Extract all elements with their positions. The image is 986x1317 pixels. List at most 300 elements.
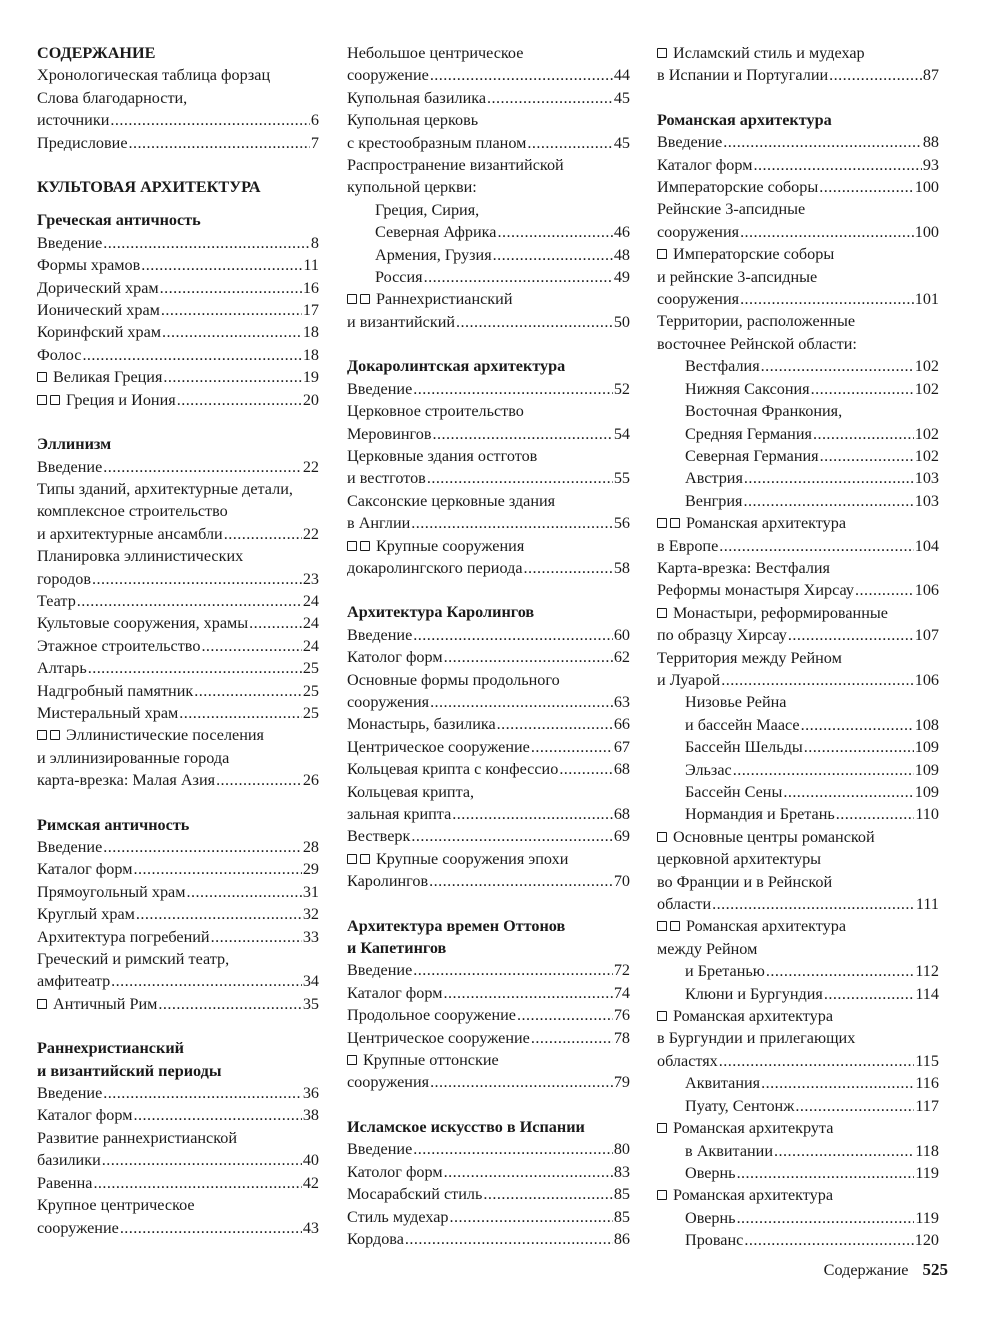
toc-entry[interactable] <box>657 176 939 198</box>
dot-leader <box>141 254 302 276</box>
dot-leader <box>721 669 914 691</box>
toc-page-number: 28 <box>302 838 319 856</box>
toc-entry[interactable] <box>347 959 630 981</box>
toc-entry-title <box>37 456 102 478</box>
toc-line-text: в Бургундии и прилегающих <box>657 1029 856 1048</box>
toc-entry-text: Формы храмов <box>37 256 141 275</box>
toc-entry[interactable] <box>347 244 630 266</box>
section-spacer <box>347 1094 630 1116</box>
dot-leader <box>201 635 301 657</box>
toc-entry[interactable] <box>657 423 939 445</box>
dot-leader <box>405 1228 613 1250</box>
toc-entry[interactable] <box>347 378 630 400</box>
map-symbol-icons <box>37 389 66 411</box>
toc-entry[interactable] <box>37 254 319 276</box>
toc-entry-text: Каталог форм <box>347 983 443 1002</box>
toc-text-line <box>37 1127 319 1149</box>
toc-entry-text: и вестготов <box>347 469 426 488</box>
toc-entry[interactable] <box>37 970 319 992</box>
toc-entry[interactable] <box>657 288 939 310</box>
toc-page-number: 23 <box>302 569 319 588</box>
checkbox-square-icon <box>657 608 667 618</box>
toc-entry-text: сооружения <box>347 1073 430 1092</box>
toc-entry[interactable] <box>347 624 630 646</box>
toc-entry[interactable] <box>37 836 319 858</box>
toc-entry[interactable] <box>37 769 319 791</box>
toc-entry[interactable] <box>347 266 630 288</box>
toc-page-number: 102 <box>914 446 939 465</box>
toc-entry-text: области <box>657 895 712 914</box>
toc-page-number: 114 <box>915 984 939 1003</box>
toc-page-number: 63 <box>613 692 630 711</box>
toc-page-number: 78 <box>613 1028 630 1047</box>
checkbox-square-icon <box>657 249 667 259</box>
toc-page-number: 62 <box>613 648 630 667</box>
toc-entry-title <box>347 1183 482 1205</box>
toc-entry-text: Венгрия <box>685 491 743 510</box>
dot-leader <box>103 1082 302 1104</box>
map-symbol-icons <box>657 826 673 848</box>
toc-text-line <box>657 42 939 64</box>
toc-entry-title <box>685 445 819 467</box>
toc-entry[interactable] <box>37 109 319 131</box>
toc-entry[interactable] <box>347 423 630 445</box>
toc-entry[interactable] <box>657 983 939 1005</box>
toc-entry[interactable] <box>347 1004 630 1026</box>
toc-entry-title <box>685 736 803 758</box>
toc-entry[interactable] <box>347 825 630 847</box>
section-spacer <box>347 893 630 915</box>
toc-entry[interactable] <box>657 154 939 176</box>
dot-leader <box>103 456 302 478</box>
toc-page-number: 17 <box>302 301 319 320</box>
toc-line-text: Церковное строительство <box>347 402 524 421</box>
toc-entry-text: Мосарабский стиль <box>347 1185 483 1204</box>
dot-leader <box>456 311 613 333</box>
toc-entry-title <box>37 1104 132 1126</box>
toc-entry-text: в Англии <box>347 514 411 533</box>
toc-entry-title <box>685 378 810 400</box>
toc-entry-text: Купольная базилика <box>347 88 487 107</box>
checkbox-square-icon <box>347 294 357 304</box>
section-spacer <box>657 87 939 109</box>
toc-entry-text: Круглый храм <box>37 905 135 924</box>
toc-entry[interactable] <box>37 321 319 343</box>
toc-entry[interactable] <box>347 1027 630 1049</box>
toc-line-text: Саксонские церковные здания <box>347 491 556 510</box>
section-heading: Эллинизм <box>37 435 112 454</box>
toc-entry-text: Введение <box>347 379 413 398</box>
toc-entry[interactable] <box>657 759 939 781</box>
toc-page-number: 83 <box>613 1162 630 1181</box>
toc-entry-text: Введение <box>657 133 723 152</box>
toc-page-number: 79 <box>613 1073 630 1092</box>
toc-entry[interactable] <box>347 1138 630 1160</box>
toc-page-number: 101 <box>914 290 939 309</box>
toc-text-line <box>657 647 939 669</box>
toc-entry-title <box>37 389 176 411</box>
toc-entry[interactable] <box>37 277 319 299</box>
toc-entry-title <box>347 646 443 668</box>
checkbox-square-icon <box>670 518 680 528</box>
toc-text-line <box>347 445 630 467</box>
toc-entry-text: карта-врезка: Малая Азия <box>37 771 216 790</box>
toc-line-text: во Франции и в Рейнской <box>657 872 833 891</box>
checkbox-square-icon <box>657 1123 667 1133</box>
toc-entry-title <box>37 590 76 612</box>
toc-entry-text: Бассейн Шельды <box>685 738 803 757</box>
toc-entry-text: Предисловие <box>37 133 128 152</box>
toc-entry[interactable] <box>37 702 319 724</box>
toc-entry[interactable] <box>37 568 319 590</box>
toc-entry[interactable] <box>657 1140 939 1162</box>
toc-entry-text: городов <box>37 569 92 588</box>
dot-leader <box>813 423 914 445</box>
dot-leader <box>102 1149 302 1171</box>
toc-entry[interactable] <box>37 881 319 903</box>
toc-line-text: и эллинизированные города <box>37 748 230 767</box>
toc-entry-title <box>347 713 496 735</box>
toc-entry-title <box>347 1004 516 1026</box>
dot-leader <box>483 1183 612 1205</box>
checkbox-square-icon <box>347 1055 357 1065</box>
map-symbol-icons <box>347 535 376 557</box>
toc-page-number: 86 <box>613 1229 630 1248</box>
toc-entry[interactable] <box>37 1172 319 1194</box>
toc-entry-title <box>347 87 486 109</box>
toc-entry[interactable] <box>657 893 939 915</box>
toc-entry[interactable] <box>37 523 319 545</box>
toc-entry[interactable] <box>347 870 630 892</box>
toc-entry[interactable] <box>347 1228 630 1250</box>
toc-entry-text: Ионический храм <box>37 301 160 320</box>
toc-page-number: 6 <box>310 111 319 130</box>
toc-text-line <box>37 500 319 522</box>
toc-entry[interactable] <box>657 714 939 736</box>
dot-leader <box>111 970 302 992</box>
toc-entry[interactable] <box>347 1161 630 1183</box>
toc-page-number: 87 <box>922 66 939 85</box>
toc-entry[interactable] <box>37 456 319 478</box>
map-symbol-icons <box>657 915 686 937</box>
toc-page-number: 55 <box>613 469 630 488</box>
toc-entry[interactable] <box>37 612 319 634</box>
dot-leader <box>795 1095 914 1117</box>
toc-entry[interactable] <box>347 557 630 579</box>
toc-entry[interactable] <box>37 858 319 880</box>
toc-text-line <box>657 333 939 355</box>
toc-entry[interactable] <box>657 131 939 153</box>
toc-entry[interactable] <box>657 1050 939 1072</box>
toc-entry[interactable] <box>347 64 630 86</box>
toc-line-text: восточнее Рейнской области: <box>657 334 857 353</box>
dot-leader <box>824 983 914 1005</box>
toc-line-text: Распространение византийской <box>347 156 564 175</box>
toc-entry[interactable] <box>657 221 939 243</box>
toc-page-number: 104 <box>914 536 939 555</box>
toc-line-text: Романская архитекрута <box>673 1119 834 1138</box>
toc-entry[interactable] <box>347 803 630 825</box>
toc-text-line <box>347 490 630 512</box>
toc-page-number: 46 <box>613 223 630 242</box>
checkbox-square-icon <box>37 730 47 740</box>
toc-entry[interactable] <box>37 1217 319 1239</box>
toc-entry-text: Греция и Иония <box>66 390 176 409</box>
map-symbol-icons <box>347 288 376 310</box>
map-symbol-icons <box>657 243 673 265</box>
dot-leader <box>744 1229 913 1251</box>
toc-entry-text: Этажное строительство <box>37 636 201 655</box>
toc-entry-title <box>37 970 110 992</box>
page-number: 525 <box>922 1260 948 1279</box>
checkbox-square-icon <box>657 1011 667 1021</box>
toc-page-number: 85 <box>613 1207 630 1226</box>
toc-entry[interactable] <box>657 960 939 982</box>
toc-entry-title <box>37 232 102 254</box>
toc-entry-title <box>347 311 455 333</box>
toc-entry-text: сооружение <box>37 1218 119 1237</box>
map-symbol-icons <box>657 602 673 624</box>
toc-entry[interactable] <box>37 389 319 411</box>
toc-page-number: 109 <box>914 783 939 801</box>
toc-entry[interactable] <box>657 669 939 691</box>
toc-entry-title <box>685 1229 743 1251</box>
toc-entry[interactable] <box>37 680 319 702</box>
dot-leader <box>820 445 914 467</box>
toc-entry-title <box>37 993 157 1015</box>
dot-leader <box>740 288 914 310</box>
toc-entry[interactable] <box>657 1229 939 1251</box>
toc-entry[interactable] <box>657 490 939 512</box>
toc-line-text: Небольшое центрическое <box>347 44 524 62</box>
dot-leader <box>427 467 613 489</box>
section-heading: и Капетингов <box>347 939 447 958</box>
toc-entry-title <box>37 858 132 880</box>
toc-entry-text: сооружение <box>347 66 429 85</box>
toc-line-text: Карта-врезка: Вестфалия <box>657 558 831 577</box>
toc-entry-title <box>685 759 732 781</box>
toc-entry-title <box>657 579 854 601</box>
toc-page-number: 32 <box>302 905 319 924</box>
toc-entry[interactable] <box>657 1095 939 1117</box>
toc-entry[interactable] <box>37 1104 319 1126</box>
dot-leader <box>158 993 301 1015</box>
toc-entry-text: Меровингов <box>347 424 432 443</box>
toc-entry-title <box>37 680 193 702</box>
toc-entry[interactable] <box>657 1072 939 1094</box>
toc-entry-title <box>347 512 410 534</box>
toc-entry-title <box>657 669 720 691</box>
toc-page-number: 68 <box>613 805 630 823</box>
toc-entry[interactable] <box>347 132 630 154</box>
map-symbol-icons <box>657 42 673 64</box>
dot-leader <box>855 579 914 601</box>
toc-page-number: 7 <box>310 133 319 152</box>
toc-entry-title <box>37 903 135 925</box>
dot-leader <box>77 590 302 612</box>
toc-entry[interactable] <box>347 1206 630 1228</box>
toc-line-text: Развитие раннехристианской <box>37 1128 238 1147</box>
dot-leader <box>531 1027 613 1049</box>
checkbox-square-icon <box>360 541 370 551</box>
toc-entry[interactable] <box>347 646 630 668</box>
dot-leader <box>413 624 613 646</box>
checkbox-square-icon <box>657 921 667 931</box>
dot-leader <box>430 1071 613 1093</box>
dot-leader <box>161 299 302 321</box>
toc-entry[interactable] <box>347 713 630 735</box>
toc-entry-text: Каталог форм <box>37 860 133 879</box>
toc-entry-text: Нормандия и Бретань <box>685 805 835 824</box>
toc-entry[interactable] <box>657 535 939 557</box>
toc-entry[interactable] <box>37 232 319 254</box>
toc-entry[interactable] <box>37 1082 319 1104</box>
toc-entry[interactable] <box>657 1162 939 1184</box>
toc-page-number: 22 <box>302 457 319 476</box>
toc-page-number: 34 <box>302 972 319 991</box>
toc-entry[interactable] <box>657 736 939 758</box>
toc-page-number: 52 <box>613 379 630 398</box>
toc-text-line <box>37 1194 319 1216</box>
dot-leader <box>179 702 302 724</box>
toc-entry[interactable] <box>37 635 319 657</box>
toc-entry-title <box>685 423 812 445</box>
section-heading: Раннехристианский <box>37 1039 184 1058</box>
dot-leader <box>497 713 613 735</box>
toc-entry[interactable] <box>37 344 319 366</box>
toc-entry[interactable] <box>657 378 939 400</box>
checkbox-square-icon <box>657 48 667 58</box>
toc-entry-title <box>37 612 248 634</box>
toc-entry[interactable] <box>347 512 630 534</box>
toc-entry[interactable] <box>657 1207 939 1229</box>
toc-entry[interactable] <box>37 926 319 948</box>
toc-entry[interactable] <box>657 579 939 601</box>
toc-entry[interactable] <box>347 311 630 333</box>
toc-entry-text: Клюни и Бургундия <box>685 984 823 1003</box>
dot-leader <box>249 612 302 634</box>
section-heading: Архитектура времен Оттонов <box>347 916 566 935</box>
dot-leader <box>723 131 922 153</box>
toc-text-line <box>657 848 939 870</box>
dot-leader <box>761 355 914 377</box>
dot-leader <box>774 1140 914 1162</box>
toc-entry[interactable] <box>37 1149 319 1171</box>
toc-entry-text: Каролингов <box>347 872 429 891</box>
toc-text-line <box>347 154 630 176</box>
toc-entry-title <box>347 870 428 892</box>
toc-entry[interactable] <box>347 736 630 758</box>
toc-page-number: 18 <box>302 345 319 364</box>
toc-entry-text: Алтарь <box>37 659 87 678</box>
toc-entry-title <box>685 714 800 736</box>
toc-line-text: Купольная церковь <box>347 111 479 130</box>
toc-entry[interactable] <box>657 781 939 803</box>
toc-entry[interactable] <box>347 1183 630 1205</box>
toc-entry-text: Прямоугольный храм <box>37 882 186 901</box>
toc-text-line <box>657 871 939 893</box>
toc-page-number: 45 <box>613 88 630 107</box>
toc-entry-text: Каталог форм <box>657 155 753 174</box>
toc-entry[interactable] <box>347 1071 630 1093</box>
toc-entry[interactable] <box>657 445 939 467</box>
toc-entry[interactable] <box>37 993 319 1015</box>
toc-entry-text: Великая Греция <box>53 368 163 387</box>
toc-page-number: 102 <box>914 379 939 398</box>
toc-line-text: Греция, Сирия, <box>375 200 480 219</box>
dot-leader <box>444 1161 613 1183</box>
toc-entry[interactable] <box>37 903 319 925</box>
toc-entry[interactable] <box>37 590 319 612</box>
toc-entry[interactable] <box>347 758 630 780</box>
toc-entry[interactable] <box>347 691 630 713</box>
toc-entry-title <box>657 221 739 243</box>
toc-entry-title <box>37 635 200 657</box>
toc-page-number: 118 <box>915 1141 939 1160</box>
dot-leader <box>836 803 915 825</box>
toc-entry-text: и византийский <box>347 312 456 331</box>
toc-entry[interactable] <box>347 982 630 1004</box>
toc-entry[interactable] <box>657 64 939 86</box>
toc-entry[interactable] <box>657 467 939 489</box>
toc-entry[interactable] <box>657 355 939 377</box>
toc-entry[interactable] <box>657 803 939 825</box>
toc-page-number: 112 <box>915 962 939 981</box>
toc-page-number: 18 <box>302 323 319 342</box>
toc-entry-title <box>657 176 818 198</box>
toc-entry[interactable] <box>37 132 319 154</box>
toc-entry-title <box>347 691 429 713</box>
toc-text-line <box>657 557 939 579</box>
toc-entry-text: Эльзас <box>685 760 732 779</box>
toc-entry[interactable] <box>37 366 319 388</box>
toc-line-text: Эллинистические поселения <box>66 726 264 745</box>
dot-leader <box>450 1206 613 1228</box>
toc-entry[interactable] <box>657 624 939 646</box>
toc-entry-text: Вестверк <box>347 827 411 846</box>
section-heading: Докаролинтская архитектура <box>347 357 566 376</box>
toc-entry-text: сооружения <box>347 692 430 711</box>
toc-page-number: 16 <box>302 278 319 297</box>
dot-leader <box>811 378 914 400</box>
toc-entry[interactable] <box>347 87 630 109</box>
toc-entry-text: сооружения <box>657 290 740 309</box>
toc-entry[interactable] <box>37 299 319 321</box>
toc-entry-title <box>685 803 835 825</box>
toc-entry-text: в Европе <box>657 536 719 555</box>
toc-text-line <box>657 400 939 422</box>
toc-entry-title <box>657 1050 718 1072</box>
toc-entry-text: Реформы монастыря Хирсау <box>657 581 854 600</box>
toc-entry-text: Пуату, Сентонж <box>685 1096 795 1115</box>
toc-line-text: Низовье Рейна <box>685 693 787 712</box>
toc-column-3 <box>657 42 939 1252</box>
toc-line-text: Романская архитектура <box>673 1186 834 1205</box>
toc-text-line <box>347 1049 630 1071</box>
toc-entry[interactable] <box>347 221 630 243</box>
toc-entry[interactable] <box>37 657 319 679</box>
section-spacer <box>347 333 630 355</box>
dot-leader <box>444 646 613 668</box>
toc-entry[interactable] <box>347 467 630 489</box>
toc-line-text: Планировка эллинистических <box>37 547 244 566</box>
toc-page-number: 38 <box>302 1106 319 1125</box>
toc-entry-text: и бассейн Маасе <box>685 715 800 734</box>
dot-leader <box>766 960 914 982</box>
section-spacer <box>37 1015 319 1037</box>
toc-entry-title <box>657 64 828 86</box>
toc-entry-title <box>685 1072 760 1094</box>
